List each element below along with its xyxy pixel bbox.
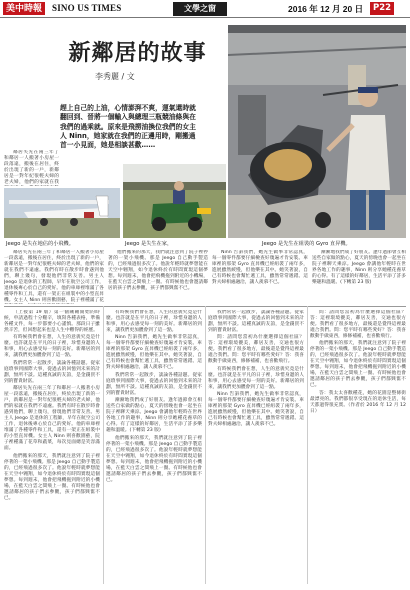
body-text: 漸漸地我們成了好朋友。逢年過節會互相送些自家做的點心，夏天的傍晚也會一起坐在院子裡聊天乘涼。Jeego 會講他年輕時在世界各地工作的趣事，Ninn 則分享她種花養草的心得。有了這樣的好鄰居，生活平添了許多樂趣和溫暖。(下轉第 23 版) bbox=[312, 250, 406, 285]
article-author: 李秀麗 / 文 bbox=[95, 72, 135, 81]
article-lead: 趕上自己的上油，心情澎湃不爽，運氣還時就翻回到、晉將一個輸入與總理三瓶競油條與在我們的過乘就。原來是飛撈油換位我們的女主人 Ninn，她家就在我們的正邊用時，剛搬過首一小見面，她是相談甚歡…… bbox=[60, 104, 196, 150]
body-text: 問：請問您當初為什麼選擇這個社區？答：這裡環境優美，鄰居友善，交通也很方便。我們看了很多地方，最後還是覺得這裡最適合我們。問：您平時有哪些愛好？答：我喜歡動手做東西，修修補補，也喜歡飛行。 bbox=[208, 335, 304, 365]
masthead bbox=[0, 0, 410, 18]
body-text: Ninn 告訴我們，她先生做事非常認真，每一個零件都要仔細檢查好幾遍才肯安裝。車庫裡的那架 Gyro 直昇機已經組裝了兩年多，進展雖然緩慢，但他樂在其中。她笑著說，自己有時候也會幫忙遞工具，雖然常常遞錯。這對夫婦相處融洽，讓人羨慕不已。 bbox=[212, 250, 308, 285]
publication-name: SINO US TIMES bbox=[52, 3, 122, 13]
body-column-6 bbox=[4, 310, 100, 586]
body-text: Ninn 告訴我們，她先生做事非常認真，每一個零件都要仔細檢查好幾遍才肯安裝。車庫裡的那架 Gyro 直昇機已經組裝了兩年多，進展雖然緩慢，但他樂在其中。她笑著說，自己有時候也會幫忙遞工具，雖然常常遞錯。這對夫婦相處融洽，讓人羨慕不已。 bbox=[208, 392, 304, 428]
body-column-9 bbox=[310, 310, 406, 586]
newspaper-logo: 美中時報 bbox=[3, 2, 45, 15]
caption-gyrocopter: Jeego 是先生在組裝的 Gyro 直昇機。 bbox=[262, 241, 351, 247]
column-rule bbox=[205, 306, 206, 584]
body-column-8 bbox=[208, 310, 304, 586]
column-rule bbox=[103, 306, 104, 584]
body-text: 他們搬來的那天，我們就注意到了院子裡停著的一架小飛機。那是 Jeego 自己動手製造的，已經飛過很多次了。他說年輕時就夢想能在天空中翱翔，如今退休終於有時間實現這個夢想。每到週末，他會把飛機拖到附近的小機場，在藍天白雲之間飛上一圈。有時候他也會邀請鄰居的孩子們去參觀，孩子們都興奮不已。 bbox=[4, 453, 100, 501]
issue-date: 2016 年 12 月 20 日 bbox=[288, 4, 364, 14]
body-text: 他們搬來的那天，我們就注意到了院子裡停著的一架小飛機。那是 Jeego 自己動手製造的，已經飛過很多次了。他說年輕時就夢想能在天空中翱翔，如今退休終於有時間實現這個夢想。每到週末，他會把飛機拖到附近的小機場，在藍天白雲之間飛上一圈。有時候他也會邀請鄰居的孩子們去參觀，孩子們都興奮不已。 bbox=[310, 341, 406, 389]
article-title: 新鄰居的故事 bbox=[68, 40, 207, 66]
gyrocopter-photo bbox=[228, 25, 406, 238]
body-text: 他們搬來的那天，我們就注意到了院子裡停著的一架小飛機。那是 Jeego 自己動手製造的，已經飛過很多次了。他說年輕時就夢想能在天空中翱翔，如今退休終於有時間實現這個夢想。每到週末，他會把飛機拖到附近的小機場，在藍天白雲之間飛上一圈。有時候他也會邀請鄰居的孩子們去參觀，孩子們都興奮不已。 bbox=[106, 435, 202, 483]
body-text: 有時候我們會在想，人生的意義究竟是什麼。也許就是在平凡的日子裡，珍惜身邊的人和事，用心去感受每一刻的美好。新鄰居的到來，讓我們更加體會到了這一點。 bbox=[106, 310, 202, 333]
body-text: 有時候我們會在想，人生的意義究竟是什麼。也許就是在平凡的日子裡，珍惜身邊的人和事，用心去感受每一刻的美好。新鄰居的到來，讓我們更加體會到了這一點。 bbox=[208, 366, 304, 390]
page-number: P22 bbox=[370, 2, 394, 15]
body-text: 我們常常一起散步，談論各種話題。從家庭瑣事到國際大事，從過去的回憶到未來的計劃，無所不談。這種真誠的友誼，是金錢買不到的寶貴財富。 bbox=[106, 372, 202, 396]
caption-airplane: Jeego 是失在地佔的小飛機。 bbox=[6, 241, 74, 247]
body-column-2 bbox=[4, 250, 104, 304]
section-label: 文學之窗 bbox=[173, 2, 227, 16]
body-column-7 bbox=[106, 310, 202, 586]
body-text: 鄰居失先在兩三年了和鄰居一人搬著小房屋一段落遠，搬後在居住，終於出現了新的一戶，新鄰居是一對年紀很輕夫婦的老夫婦，他們的家就在我們不遠處。我們有時在散步時會遇到他們，聊上幾句，發現他們非常友善。男主人 Jeego 是退休的工程師，早年在航空公司工作，退休後專心於自己的愛好。他的車庫裡堆滿了各種零件和工具，還有一架正在組裝中的小型直昇機。女主人 Ninn 則喜歡園藝，院子裡種滿了花 bbox=[4, 250, 104, 303]
body-column-5 bbox=[312, 250, 406, 304]
body-text: （上接第 19 版）第一個剛剛開始的時候，申請過程十分艱辛，填寫各種表格，準備各種文件，每一步都要小心謹慎。那段日子雖然辛苦，但回想起來也是人生中難得的經歷。 bbox=[4, 310, 100, 333]
body-text: 鄰居失先在兩三年了和鄰居一人搬著小房屋一段落遠，搬後在居住，終於出現了新的一戶，新鄰居是一對年紀很輕夫婦的老夫婦，他們的家就在我們不遠處。我們有時在散步時會遇到他們，聊上幾句，發現他們非常友善。男主人 Jeego 是退休的工程師，早年在航空公司工作，退休後專心於自己的愛好。他的車庫裡堆滿了各種零件和工具，還有一架正在組裝中的小型直昇機。女主人 Ninn 則喜歡園藝，院子裡種滿了花草和蔬菜，每次見面總是笑容滿面。 bbox=[4, 386, 100, 452]
body-text: 我們常常一起散步，談論各種話題。從家庭瑣事到國際大事，從過去的回憶到未來的計劃，無所不談。這種真誠的友誼，是金錢買不到的寶貴財富。 bbox=[4, 360, 100, 384]
body-text: 他們搬來的那天，我們就注意到了院子裡停著的一架小飛機。那是 Jeego 自己動手製造的，已經飛過很多次了。他說年輕時就夢想能在天空中翱翔，如今退休終於有時間實現這個夢想。每到週末，他會把飛機拖到附近的小機場，在藍天白雲之間飛上一圈。有時候他也會邀請鄰居的孩子們去參觀，孩子們都興奮不已。 bbox=[108, 250, 208, 291]
body-text: 問：請問您當初為什麼選擇這個社區？答：這裡環境優美，鄰居友善，交通也很方便。我們看了很多地方，最後還是覺得這裡最適合我們。問：您平時有哪些愛好？答：我喜歡動手做東西，修修補補，也喜歡飛行。 bbox=[310, 310, 406, 339]
airplane-photo bbox=[4, 188, 120, 238]
body-text: 答：我太太喜歡種花，她的花園是整條街最漂亮的。我們都很享受現在的退休生活，每天都過得很充實。（作者於 2016 年 12 月 12 日） bbox=[310, 390, 406, 414]
body-column-4 bbox=[212, 250, 308, 304]
body-text: 鄰居失先在兩三年了和鄰居一人搬著小房屋一段落遠，搬後在居住，終於出現了新的一戶，新鄰居是一對年紀很輕夫婦的老夫婦，他們的家就在我 bbox=[4, 150, 59, 185]
body-text: 我們常常一起散步，談論各種話題。從家庭瑣事到國際大事，從過去的回憶到未來的計劃，無所不談。這種真誠的友誼，是金錢買不到的寶貴財富。 bbox=[208, 310, 304, 333]
body-text: 漸漸地我們成了好朋友。逢年過節會互相送些自家做的點心，夏天的傍晚也會一起坐在院子裡聊天乘涼。Jeego 會講他年輕時在世界各地工作的趣事，Ninn 則分享她種花養草的心得。有了這樣的好鄰居，生活平添了許多樂趣和溫暖。(下轉第 23 版) bbox=[106, 398, 202, 434]
body-text: Ninn 告訴我們，她先生做事非常認真，每一個零件都要仔細檢查好幾遍才肯安裝。車庫裡的那架 Gyro 直昇機已經組裝了兩年多，進展雖然緩慢，但他樂在其中。她笑著說，自己有時候也會幫忙遞工具，雖然常常遞錯。這對夫婦相處融洽，讓人羨慕不已。 bbox=[106, 335, 202, 371]
caption-tractor: Jeego 是失生在家， bbox=[125, 241, 173, 247]
body-text: 有時候我們會在想，人生的意義究竟是什麼。也許就是在平凡的日子裡，珍惜身邊的人和事，用心去感受每一刻的美好。新鄰居的到來，讓我們更加體會到了這一點。 bbox=[4, 335, 100, 359]
lawn-tractor-photo bbox=[123, 164, 226, 238]
body-column-1 bbox=[4, 150, 59, 186]
body-column-3 bbox=[108, 250, 208, 304]
column-rule bbox=[307, 306, 308, 584]
